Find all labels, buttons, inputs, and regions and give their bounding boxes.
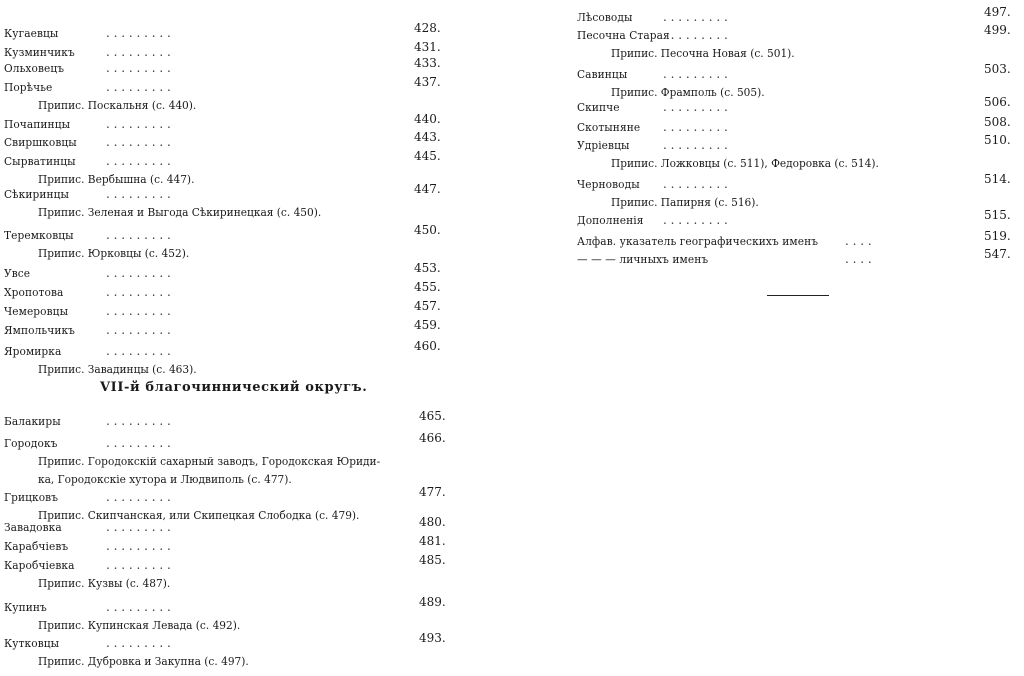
toc-page-number: 547. xyxy=(984,247,1011,261)
dot-leader: . . . . . . . . . xyxy=(106,558,171,572)
dot-leader: . . . . . . . . . xyxy=(106,117,171,131)
toc-entry-name: Сѣкиринцы xyxy=(4,187,70,201)
toc-page-number: 450. xyxy=(414,223,441,237)
toc-sub-entry: Припис. Вербышна (с. 447). xyxy=(38,172,195,186)
dot-leader: . . . . . . . . . xyxy=(106,600,171,614)
dot-leader: . . . . . . . . . xyxy=(106,45,171,59)
toc-page-number: 481. xyxy=(419,534,446,548)
dot-leader: . . . . . . . . . xyxy=(663,10,728,24)
dot-leader: . . . . . . . . . xyxy=(106,344,171,358)
toc-page-number: 428. xyxy=(414,21,441,35)
toc-page-number: 459. xyxy=(414,318,441,332)
dot-leader: . . . . . . . . . xyxy=(106,436,171,450)
toc-page-number: 503. xyxy=(984,62,1011,76)
toc-entry-name: Городокъ xyxy=(4,436,58,450)
toc-entry-name: Савинцы xyxy=(577,67,628,81)
toc-entry-name: Песочна Старая xyxy=(577,28,670,42)
toc-sub-entry: Припис. Поскальня (с. 440). xyxy=(38,98,197,112)
toc-entry-name: Балакиры xyxy=(4,414,61,428)
toc-entry-name: Кугаевцы xyxy=(4,26,59,40)
toc-sub-entry: Припис. Дубровка и Закупна (с. 497). xyxy=(38,654,249,668)
toc-entry-name: Свиршковцы xyxy=(4,135,77,149)
toc-entry-name: Почапинцы xyxy=(4,117,71,131)
toc-entry-name: Черноводы xyxy=(577,177,640,191)
toc-page-number: 431. xyxy=(414,40,441,54)
toc-page-number: 443. xyxy=(414,130,441,144)
toc-entry-name: Кутковцы xyxy=(4,636,60,650)
toc-entry-name: Ямпольчикъ xyxy=(4,323,75,337)
toc-entry-name: Сырватинцы xyxy=(4,154,76,168)
dot-leader: . . . . . . . . . xyxy=(106,187,171,201)
dot-leader: . . . . xyxy=(845,234,872,248)
dot-leader: . . . . xyxy=(845,252,872,266)
dot-leader: . . . . . . . . . xyxy=(106,228,171,242)
toc-page-number: 508. xyxy=(984,115,1011,129)
dot-leader: . . . . . . . . . xyxy=(663,100,728,114)
toc-sub-entry: Припис. Фрамполь (с. 505). xyxy=(611,85,765,99)
dot-leader: . . . . . . . . . xyxy=(106,266,171,280)
toc-sub-entry: Припис. Ложковцы (с. 511), Федоровка (с. 514). xyxy=(611,156,879,170)
toc-page-number: 445. xyxy=(414,149,441,163)
toc-page-number: 514. xyxy=(984,172,1011,186)
toc-entry-name: Яромирка xyxy=(4,344,62,358)
toc-sub-entry: Припис. Купинская Левада (с. 492). xyxy=(38,618,241,632)
toc-page-number: 489. xyxy=(419,595,446,609)
toc-page-number: 453. xyxy=(414,261,441,275)
toc-page-number: 465. xyxy=(419,409,446,423)
toc-entry-name: Завадовка xyxy=(4,520,62,534)
toc-sub-entry: Припис. Песочна Новая (с. 501). xyxy=(611,46,795,60)
dot-leader: . . . . . . . . . xyxy=(663,213,728,227)
toc-page-number: 497. xyxy=(984,5,1011,19)
toc-sub-entry: Припис. Городокскій сахарный заводъ, Городокская Юриди- xyxy=(38,454,381,468)
toc-entry-name: Чемеровцы xyxy=(4,304,69,318)
toc-page-number: 515. xyxy=(984,208,1011,222)
toc-sub-entry: Припис. Кузвы (с. 487). xyxy=(38,576,171,590)
toc-sub-entry: Припис. Зеленая и Выгода Сѣкиринецкая (с. 450). xyxy=(38,205,322,219)
dot-leader: . . . . . . . . . xyxy=(106,135,171,149)
toc-page-number: 457. xyxy=(414,299,441,313)
toc-page-number: 447. xyxy=(414,182,441,196)
dot-leader: . . . . . . . . . xyxy=(663,67,728,81)
toc-entry-name: Скипче xyxy=(577,100,620,114)
toc-entry-name: Купинъ xyxy=(4,600,47,614)
toc-entry-name: Карабчіевъ xyxy=(4,539,69,553)
toc-page-number: 437. xyxy=(414,75,441,89)
toc-entry-name: Порѣчье xyxy=(4,80,53,94)
toc-page-number: 519. xyxy=(984,229,1011,243)
dot-leader: . . . . . . . . . xyxy=(106,285,171,299)
toc-entry-name: Удріевцы xyxy=(577,138,630,152)
end-rule-divider xyxy=(767,295,829,296)
section-title: VII-й благочиннический округъ. xyxy=(100,380,368,395)
toc-sub-entry: Припис. Завадинцы (с. 463). xyxy=(38,362,197,376)
dot-leader: . . . . . . . . . xyxy=(106,26,171,40)
dot-leader: . . . . . . . . . xyxy=(663,28,728,42)
dot-leader: . . . . . . . . . xyxy=(106,61,171,75)
toc-sub-entry: Припис. Юрковцы (с. 452). xyxy=(38,246,190,260)
dot-leader: . . . . . . . . . xyxy=(663,177,728,191)
toc-entry-name: Увсе xyxy=(4,266,31,280)
toc-entry-name: Каробчіевка xyxy=(4,558,75,572)
toc-page-number: 433. xyxy=(414,56,441,70)
dot-leader: . . . . . . . . . xyxy=(106,304,171,318)
toc-page-number: 440. xyxy=(414,112,441,126)
toc-entry-name: Лѣсоводы xyxy=(577,10,633,24)
toc-page-number: 485. xyxy=(419,553,446,567)
toc-sub-entry: Припис. Папирня (с. 516). xyxy=(611,195,759,209)
toc-entry-name: Скотыняне xyxy=(577,120,641,134)
toc-page-number: 510. xyxy=(984,133,1011,147)
dot-leader: . . . . . . . . . xyxy=(663,138,728,152)
dot-leader: . . . . . . . . . xyxy=(106,520,171,534)
toc-sub-entry: ка, Городокскіе хутора и Людвиполь (с. 477). xyxy=(38,472,292,486)
dot-leader: . . . . . . . . . xyxy=(106,154,171,168)
toc-entry-name: Ольховецъ xyxy=(4,61,65,75)
dot-leader: . . . . . . . . . xyxy=(106,636,171,650)
toc-entry-name: Хропотова xyxy=(4,285,64,299)
toc-entry-name: Грицковъ xyxy=(4,490,59,504)
toc-page-number: 506. xyxy=(984,95,1011,109)
dot-leader: . . . . . . . . . xyxy=(663,120,728,134)
dot-leader: . . . . . . . . . xyxy=(106,80,171,94)
toc-page-number: 466. xyxy=(419,431,446,445)
toc-page-number: 493. xyxy=(419,631,446,645)
toc-page-number: 499. xyxy=(984,23,1011,37)
toc-entry-name: Теремковцы xyxy=(4,228,74,242)
dot-leader: . . . . . . . . . xyxy=(106,414,171,428)
toc-sub-entry: Припис. Скипчанская, или Скипецкая Слободка (с. 479). xyxy=(38,508,360,522)
toc-entry-name: — — — личныхъ именъ xyxy=(577,252,709,266)
toc-entry-name: Алфав. указатель географическихъ именъ xyxy=(577,234,819,248)
toc-entry-name: Дополненія xyxy=(577,213,644,227)
toc-page-number: 480. xyxy=(419,515,446,529)
dot-leader: . . . . . . . . . xyxy=(106,490,171,504)
dot-leader: . . . . . . . . . xyxy=(106,539,171,553)
dot-leader: . . . . . . . . . xyxy=(106,323,171,337)
toc-entry-name: Кузминчикъ xyxy=(4,45,75,59)
toc-page-number: 477. xyxy=(419,485,446,499)
toc-page-number: 455. xyxy=(414,280,441,294)
toc-page-number: 460. xyxy=(414,339,441,353)
